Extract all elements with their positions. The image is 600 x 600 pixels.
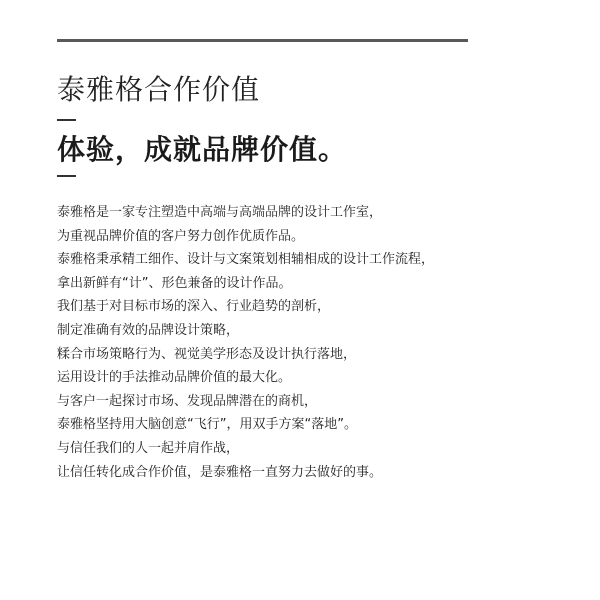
title-dash xyxy=(57,119,76,121)
body-line: 我们基于对目标市场的深入、行业趋势的剖析， xyxy=(57,299,331,315)
section-title: 泰雅格合作价值 xyxy=(57,73,261,106)
top-divider xyxy=(57,39,468,42)
body-line: 与客户一起探讨市场、发现品牌潜在的商机， xyxy=(57,393,318,409)
body-line: 泰雅格坚持用大脑创意“飞行”，用双手方案“落地”。 xyxy=(57,417,357,433)
body-line: 糅合市场策略行为、视觉美学形态及设计执行落地， xyxy=(57,346,357,362)
body-paragraph xyxy=(57,201,557,484)
slogan-heading: 体验，成就品牌价值。 xyxy=(57,133,348,166)
body-line: 与信任我们的人一起并肩作战， xyxy=(57,440,240,456)
body-line: 拿出新鲜有“计”、形色兼备的设计作品。 xyxy=(57,275,292,291)
body-line: 泰雅格秉承精工细作、设计与文案策划相辅相成的设计工作流程， xyxy=(57,252,435,268)
body-line: 泰雅格是一家专注塑造中高端与高端品牌的设计工作室， xyxy=(57,205,383,220)
slogan-dash xyxy=(57,175,76,177)
body-line: 制定准确有效的品牌设计策略， xyxy=(57,322,240,338)
body-line: 为重视品牌价值的客户努力创作优质作品。 xyxy=(57,228,305,244)
body-line: 让信任转化成合作价值，是泰雅格一直努力去做好的事。 xyxy=(57,464,383,480)
body-line: 运用设计的手法推动品牌价值的最大化。 xyxy=(57,370,292,386)
